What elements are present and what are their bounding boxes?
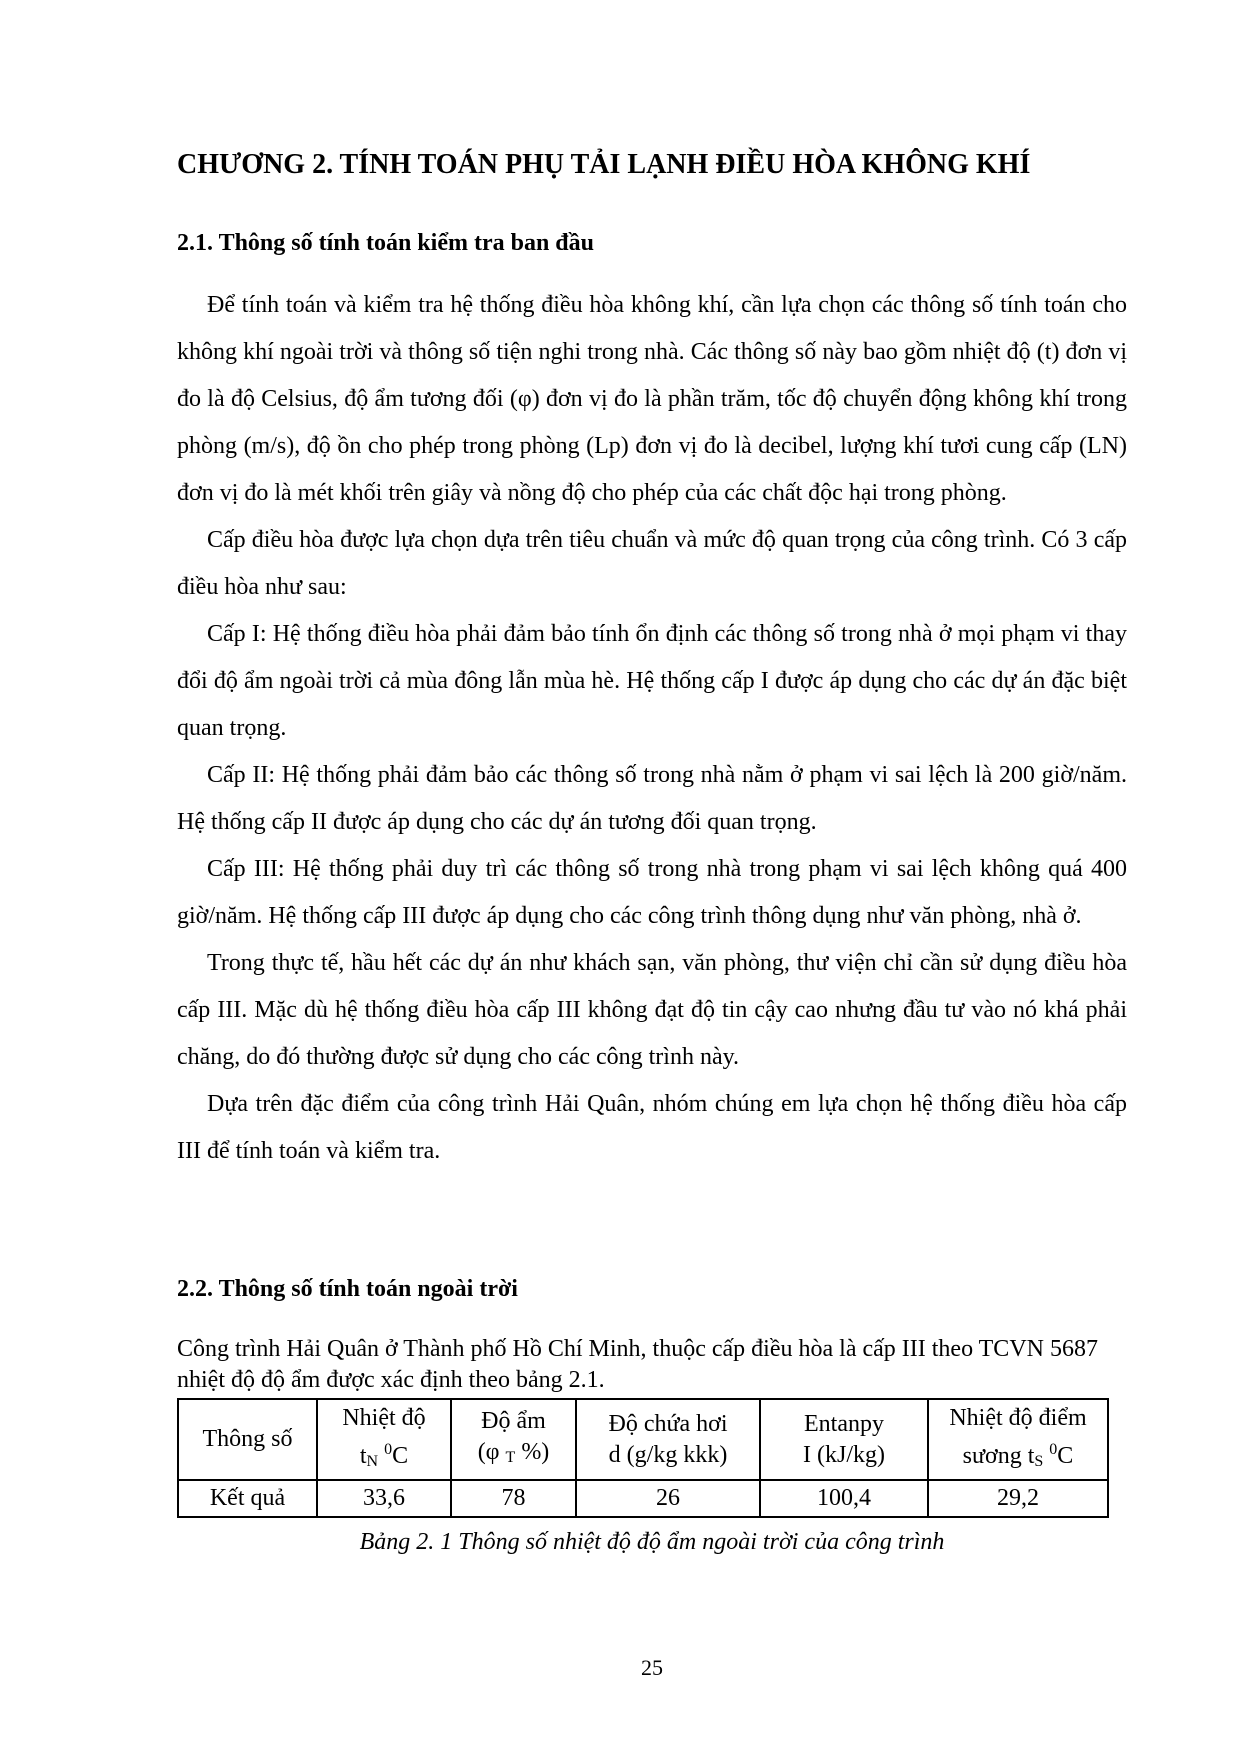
header-param: Thông số [178,1399,317,1480]
row-label: Kết quả [178,1480,317,1517]
paragraph: Trong thực tế, hầu hết các dự án như khách sạn, văn phòng, thư viện chỉ cần sử dụng điều hòa cấp III. Mặc dù hệ thống điều hòa cấp III không đạt độ tin cậy cao nhưng đầu tư vào nó khá phải chăng, do đó thường được sử dụng cho các công trình này. [177,950,1127,1070]
header-moisture: Độ chứa hơi d (g/kg kkk) [576,1399,760,1480]
table-header-row [178,1399,1108,1480]
cell-enthalpy: 100,4 [760,1480,928,1517]
header-dew-point: Nhiệt độ điểm sương tS $^0$C [928,1399,1108,1480]
cell-moisture: 26 [576,1480,760,1517]
cell-humidity: 78 [451,1480,576,1517]
header-humidity: Độ ẩm (φ T %) [451,1399,576,1480]
paragraph: Cấp II: Hệ thống phải đảm bảo các thông số trong nhà nằm ở phạm vi sai lệch là 200 giờ/năm. Hệ thống cấp II được áp dụng cho các dự án tương đối quan trọng. [177,762,1127,835]
paragraph: Dựa trên đặc điểm của công trình Hải Quân, nhóm chúng em lựa chọn hệ thống điều hòa cấp III để tính toán và kiểm tra. [177,1091,1127,1164]
cell-temperature: 33,6 [317,1480,451,1517]
table-row [178,1480,1108,1517]
document-page [177,0,1127,1754]
header-enthalpy: Entanpy I (kJ/kg) [760,1399,928,1480]
section-2-2-intro [177,1334,1127,1396]
chapter-title: CHƯƠNG 2. TÍNH TOÁN PHỤ TẢI LẠNH ĐIỀU HÒA KHÔNG KHÍ [177,149,1031,180]
intro-paragraph: Công trình Hải Quân ở Thành phố Hồ Chí Minh, thuộc cấp điều hòa là cấp III theo TCVN 5687 nhiệt độ độ ẩm được xác định theo bảng 2.1. [177,1336,1098,1393]
paragraph: Cấp III: Hệ thống phải duy trì các thông số trong nhà trong phạm vi sai lệch không quá 400 giờ/năm. Hệ thống cấp III được áp dụng cho các công trình thông dụng như văn phòng, nhà ở. [177,856,1127,929]
section-heading-2-1: 2.1. Thông số tính toán kiểm tra ban đầu [177,230,594,256]
cell-dew-point: 29,2 [928,1480,1108,1517]
paragraph: Cấp điều hòa được lựa chọn dựa trên tiêu chuẩn và mức độ quan trọng của công trình. Có 3 cấp điều hòa như sau: [177,527,1127,600]
paragraph: Để tính toán và kiểm tra hệ thống điều hòa không khí, cần lựa chọn các thông số tính toán cho không khí ngoài trời và thông số tiện nghi trong nhà. Các thông số này bao gồm nhiệt độ (t) đơn vị đo là độ Celsius, độ ẩm tương đối (φ) đơn vị đo là phần trăm, tốc độ chuyển động không khí trong phòng (m/s), độ ồn cho phép trong phòng (Lp) đơn vị đo là decibel, lượng khí tươi cung cấp (LN) đơn vị đo là mét khối trên giây và nồng độ cho phép của các chất độc hại trong phòng. [177,292,1127,506]
outdoor-parameters-table [177,1398,1109,1518]
paragraph: Cấp I: Hệ thống điều hòa phải đảm bảo tính ổn định các thông số trong nhà ở mọi phạm vi thay đổi độ ẩm ngoài trời cả mùa đông lẫn mùa hè. Hệ thống cấp I được áp dụng cho các dự án đặc biệt quan trọng. [177,621,1127,741]
section-heading-2-2: 2.2. Thông số tính toán ngoài trời [177,1276,518,1302]
section-2-1-body [177,282,1127,1175]
header-temperature: Nhiệt độ tN $^0$C [317,1399,451,1480]
table-caption: Bảng 2. 1 Thông số nhiệt độ độ ẩm ngoài trời của công trình [359,1529,945,1555]
page-number: 25 [641,1655,663,1680]
